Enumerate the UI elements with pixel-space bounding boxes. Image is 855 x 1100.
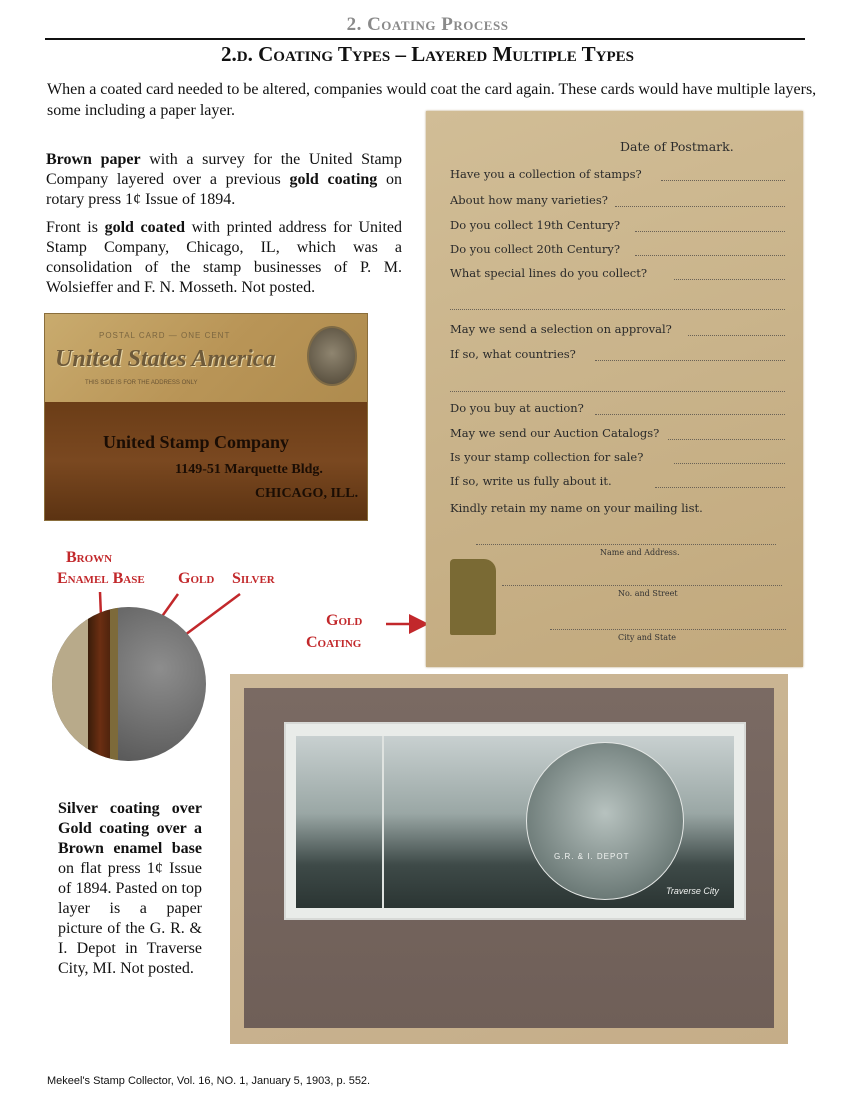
dotted-leader bbox=[674, 279, 785, 280]
bold-text: Brown paper bbox=[46, 151, 141, 168]
dotted-leader bbox=[635, 231, 785, 232]
card-edge bbox=[52, 607, 90, 761]
town-photo bbox=[296, 736, 734, 908]
depot-postcard-image bbox=[230, 674, 788, 1044]
survey-question: Kindly retain my name on your mailing list. bbox=[450, 501, 703, 515]
postal-card-line: POSTAL CARD — ONE CENT bbox=[99, 331, 231, 340]
page-title: 2.d. Coating Types – Layered Multiple Types bbox=[221, 42, 634, 66]
dotted-leader bbox=[615, 206, 785, 207]
depot-caption: G.R. & I. DEPOT bbox=[554, 852, 630, 861]
survey-question: May we send our Auction Catalogs? bbox=[450, 426, 660, 440]
survey-question: If so, write us fully about it. bbox=[450, 474, 612, 488]
citation: Mekeel's Stamp Collector, Vol. 16, NO. 1, January 5, 1903, p. 552. bbox=[47, 1075, 371, 1087]
usa-banner: United States America bbox=[55, 346, 276, 372]
gold-coating-patch bbox=[450, 559, 496, 635]
survey-question: What special lines do you collect? bbox=[450, 266, 648, 280]
survey-question: Have you a collection of stamps? bbox=[450, 167, 642, 181]
dotted-leader bbox=[635, 255, 785, 256]
gold-layer bbox=[110, 607, 118, 761]
address-side-line: THIS SIDE IS FOR THE ADDRESS ONLY bbox=[85, 380, 198, 386]
photo-divider bbox=[382, 736, 384, 908]
survey-question: Do you collect 20th Century? bbox=[450, 242, 621, 256]
survey-question: About how many varieties? bbox=[450, 193, 608, 207]
gold-coating-label-2: Coating bbox=[306, 634, 362, 651]
brown-layer bbox=[88, 607, 112, 761]
body-text: on rotary press 1¢ Issue of 1894. bbox=[46, 171, 403, 208]
address-card-image bbox=[44, 313, 368, 521]
header-divider bbox=[45, 38, 805, 40]
street-dotted-line bbox=[502, 585, 782, 586]
survey-question: Do you collect 19th Century? bbox=[450, 218, 621, 232]
address-line-3: CHICAGO, ILL. bbox=[255, 486, 359, 501]
section-header: 2. Coating Process bbox=[346, 14, 509, 35]
dotted-leader bbox=[688, 335, 785, 336]
survey-question: If so, what countries? bbox=[450, 347, 576, 361]
bold-text: Silver coating over Gold coating over a Brown enamel base bbox=[58, 800, 202, 857]
dotted-leader bbox=[674, 463, 785, 464]
silver-coating-description bbox=[58, 799, 202, 979]
brown-paper-description bbox=[46, 150, 402, 210]
silver-label: Silver bbox=[232, 570, 275, 587]
address-line-1: United Stamp Company bbox=[103, 432, 290, 452]
dotted-leader bbox=[595, 414, 785, 415]
front-description bbox=[46, 218, 402, 298]
dotted-leader bbox=[450, 391, 785, 392]
street-label: No. and Street bbox=[618, 589, 678, 598]
layer-closeup-image bbox=[52, 607, 206, 761]
survey-card-image bbox=[426, 111, 803, 667]
city-dotted-line bbox=[550, 629, 786, 630]
city-caption: Traverse City bbox=[666, 886, 719, 896]
name-address-label: Name and Address. bbox=[600, 548, 680, 557]
dotted-leader bbox=[661, 180, 785, 181]
gold-coating-label-1: Gold bbox=[326, 612, 363, 629]
survey-date-line: Date of Postmark. bbox=[620, 139, 734, 154]
address-line-2: 1149-51 Marquette Bldg. bbox=[175, 462, 323, 477]
silver-coated-surface bbox=[244, 688, 774, 1028]
survey-question: Is your stamp collection for sale? bbox=[450, 450, 644, 464]
dotted-leader bbox=[668, 439, 785, 440]
enamel-base-label: Enamel Base bbox=[57, 570, 145, 587]
name-dotted-line bbox=[476, 544, 776, 545]
dotted-leader bbox=[655, 487, 785, 488]
city-label: City and State bbox=[618, 633, 676, 642]
brown-label: Brown bbox=[66, 549, 113, 566]
dotted-leader bbox=[450, 309, 785, 310]
intro-paragraph: When a coated card needed to be altered, companies would coat the card again. These cards would have multiple layers, some including a paper layer. bbox=[47, 81, 817, 119]
body-text: with a survey for the United Stamp Company layered over a previous bbox=[46, 151, 403, 188]
body-text: on flat press 1¢ Issue of 1894. Pasted on top layer is a paper picture of the G. R. & I. Depot in Traverse City, MI. Not posted. bbox=[58, 860, 202, 977]
bold-text: gold coated bbox=[104, 219, 185, 236]
bold-text: gold coating bbox=[289, 171, 378, 188]
survey-question: May we send a selection on approval? bbox=[450, 322, 672, 336]
gold-label: Gold bbox=[178, 570, 215, 587]
depot-vignette bbox=[526, 742, 684, 900]
stamp-portrait-icon bbox=[307, 326, 357, 386]
brown-paper-layer bbox=[45, 402, 367, 520]
dotted-leader bbox=[595, 360, 785, 361]
photo-frame bbox=[284, 722, 746, 920]
body-text: with printed address for United Stamp Company, Chicago, IL, which was a consolidation of the stamp businesses of P. M. Wolsieffer and F. N. Mosseth. Not posted. bbox=[46, 219, 402, 296]
body-text: Front is bbox=[46, 219, 105, 236]
survey-question: Do you buy at auction? bbox=[450, 401, 584, 415]
